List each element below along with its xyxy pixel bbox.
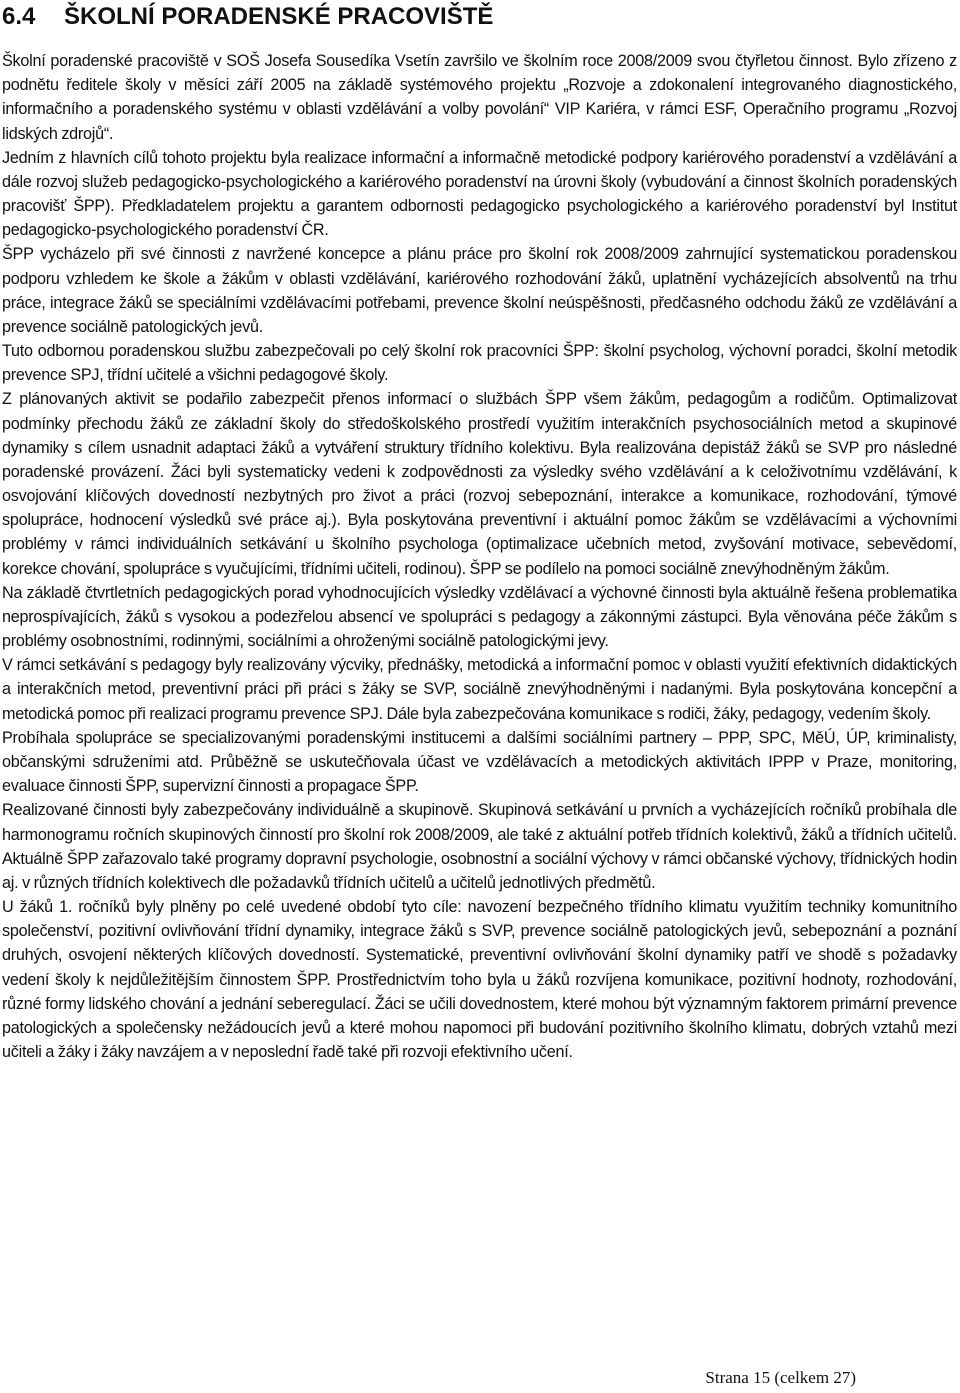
paragraph-group-activities: Realizované činnosti byly zabezpečovány individuálně a skupinově. Skupinová setkávání u prvních a vycházejících ročníků probíhala dle harmonogramu ročních skupinových činností pro školní rok 2008/2009, ale také z aktuální potřeb třídních kolektivů, žáků a třídních učitelů. Aktuálně ŠPP zařazovalo také programy dopravní psychologie, osobnostní a sociální výchovy v rámci občanské výchovy, třídnických hodin aj. v různých třídních kolektivech dle požadavků třídních učitelů a učitelů jednotlivých předmětů.	[2, 801, 957, 892]
paragraph-intro: Školní poradenské pracoviště v SOŠ Josefa Sousedíka Vsetín završilo ve školním roce 2008/2009 svou čtyřletou činnost. Bylo zřízeno z podnětu ředitele školy v měsíci září 2005 na základě systémového projektu „Rozvoje a zdokonalení integrovaného diagnostického, informačního a poradenského systému v oblasti vzdělávání a volby povolání“ VIP Kariéra, v rámci ESF, Operačního programu „Rozvoj lidských zdrojů“.	[2, 52, 957, 143]
paragraph-project-goals: Jedním z hlavních cílů tohoto projektu byla realizace informační a informačně metodické podpory kariérového poradenství a vzdělávání a dále rozvoj služeb pedagogicko-psychologického a kariérového poradenství na úrovni školy (vybudování a činnost školních poradenských pracovišť ŠPP). Předkladatelem projektu a garantem odbornosti pedagogicko psychologického a kariérového poradenství byl Institut pedagogicko-psychologického poradenství ČR.	[2, 148, 957, 240]
paragraph-cooperation: Probíhala spolupráce se specializovanými poradenskými institucemi a dalšími sociálními partnery – PPP, SPC, MěÚ, ÚP, kriminalisty, občanskými sdruženími atd. Průběžně se uskutečňovala účast ve vzdělávacích a metodických aktivitách IPPP v Praze, monitoring, evaluace činnosti ŠPP, supervizní činnosti a propagace ŠPP.	[2, 728, 957, 796]
section-title: ŠKOLNÍ PORADENSKÉ PRACOVIŠTĚ	[64, 3, 494, 30]
paragraph-first-year-goals: U žáků 1. ročníků byly plněny po celé uvedené období tyto cíle: navození bezpečného třídního klimatu využitím techniky komunitního společenství, pozitivní ovlivňování třídní dynamiky, integrace žáků s SVP, prevence sociálně patologických jevů, sebepoznání a poznání druhých, osvojení některých klíčových dovedností. Systematické, preventivní ovlivňování školní dynamiky patří ve shodě s požadavky vedení školy k nejdůležitějším činnostem ŠPP. Prostřednictvím toho byla u žáků rozvíjena komunikace, pozitivní hodnoty, rozhodování, různé formy lidského chování a jednání seberegulací. Žáci se učili dovednostem, které mohou být významným faktorem primární prevence patologických a společensky nežádoucích jevů a které mohou napomoci při budování pozitivního školního klimatu, dobrých vztahů mezi učiteli a žáky i žáky navzájem a v neposlední řadě také při rozvoji efektivního učení.	[2, 898, 957, 1062]
page-number-footer: Strana 15 (celkem 27)	[705, 1368, 856, 1387]
paragraph-teacher-support: V rámci setkávání s pedagogy byly realizovány výcviky, přednášky, metodická a informační pomoc v oblasti využití efektivních didaktických a interakčních metod, preventivní práci při práci s žáky se SVP, sociálně znevýhodněnými i nadanými. Byla poskytována koncepční a metodická pomoc při realizaci programu prevence SPJ. Dále byla zabezpečována komunikace s rodiči, žáky, pedagogy, vedením školy.	[2, 656, 957, 723]
paragraph-staff: Tuto odbornou poradenskou službu zabezpečovali po celý školní rok pracovníci ŠPP: školní psycholog, výchovní poradci, školní metodik prevence SPJ, třídní učitelé a všichni pedagogové školy.	[2, 342, 957, 385]
paragraph-activities: Z plánovaných aktivit se podařilo zabezpečit přenos informací o službách ŠPP všem žákům, pedagogům a rodičům. Optimalizovat podmínky přechodu žáků ze základní školy do středoškolského prostředí využitím interakčních psychosociálních metod a skupinové dynamiky s cílem usnadnit adaptaci žáků a vytváření struktury třídního kolektivu. Byla realizována depistáž žáků se SVP pro následné poradenské provázení. Žáci byli systematicky vedeni k zodpovědnosti za výsledky svého vzdělávání a k celoživotnímu vzdělávání, k osvojování klíčových dovedností nezbytných pro život a práci (rozvoj sebepoznání, interakce a komunikace, rozhodování, týmové spolupráce, hodnocení výsledků své práce aj.). Byla poskytována preventivní i aktuální pomoc žákům se vzdělávacími a výchovními problémy v rámci individuálních setkávání u školního psychologa (optimalizace učebních metod, zvyšování motivace, sebevědomí, korekce chování, spolupráce s vyučujícími, třídními učiteli, rodinou). ŠPP se podílelo na pomoci sociálně znevýhodněným žákům.	[2, 390, 957, 578]
paragraph-quarterly-meetings: Na základě čtvrtletních pedagogických porad vyhodnocujících výsledky vzdělávací a výchovné činnosti byla aktuálně řešena problematika neprospívajících, žáků s vysokou a podezřelou absencí ve spolupráci s pedagogy a zákonnými zástupci. Byla věnována péče žákům s problémy osobnostními, rodinnými, sociálními a ohroženými sociálně patologickými jevy.	[2, 583, 957, 651]
body-text	[2, 49, 957, 1064]
section-heading	[2, 2, 493, 32]
paragraph-concept: ŠPP vycházelo při své činnosti z navržené koncepce a plánu práce pro školní rok 2008/2009 zahrnující systematickou poradenskou podporu vzhledem ke škole a žákům v oblasti vzdělávání, kariérového rozhodování žáků, uplatnění vycházejících absolventů na trhu práce, integrace žáků se speciálními vzdělávacími potřebami, prevence školní neúspěšnosti, předčasného odchodu žáků ze vzdělávání a prevence sociálně patologických jevů.	[2, 245, 957, 336]
section-number: 6.4	[2, 3, 36, 30]
